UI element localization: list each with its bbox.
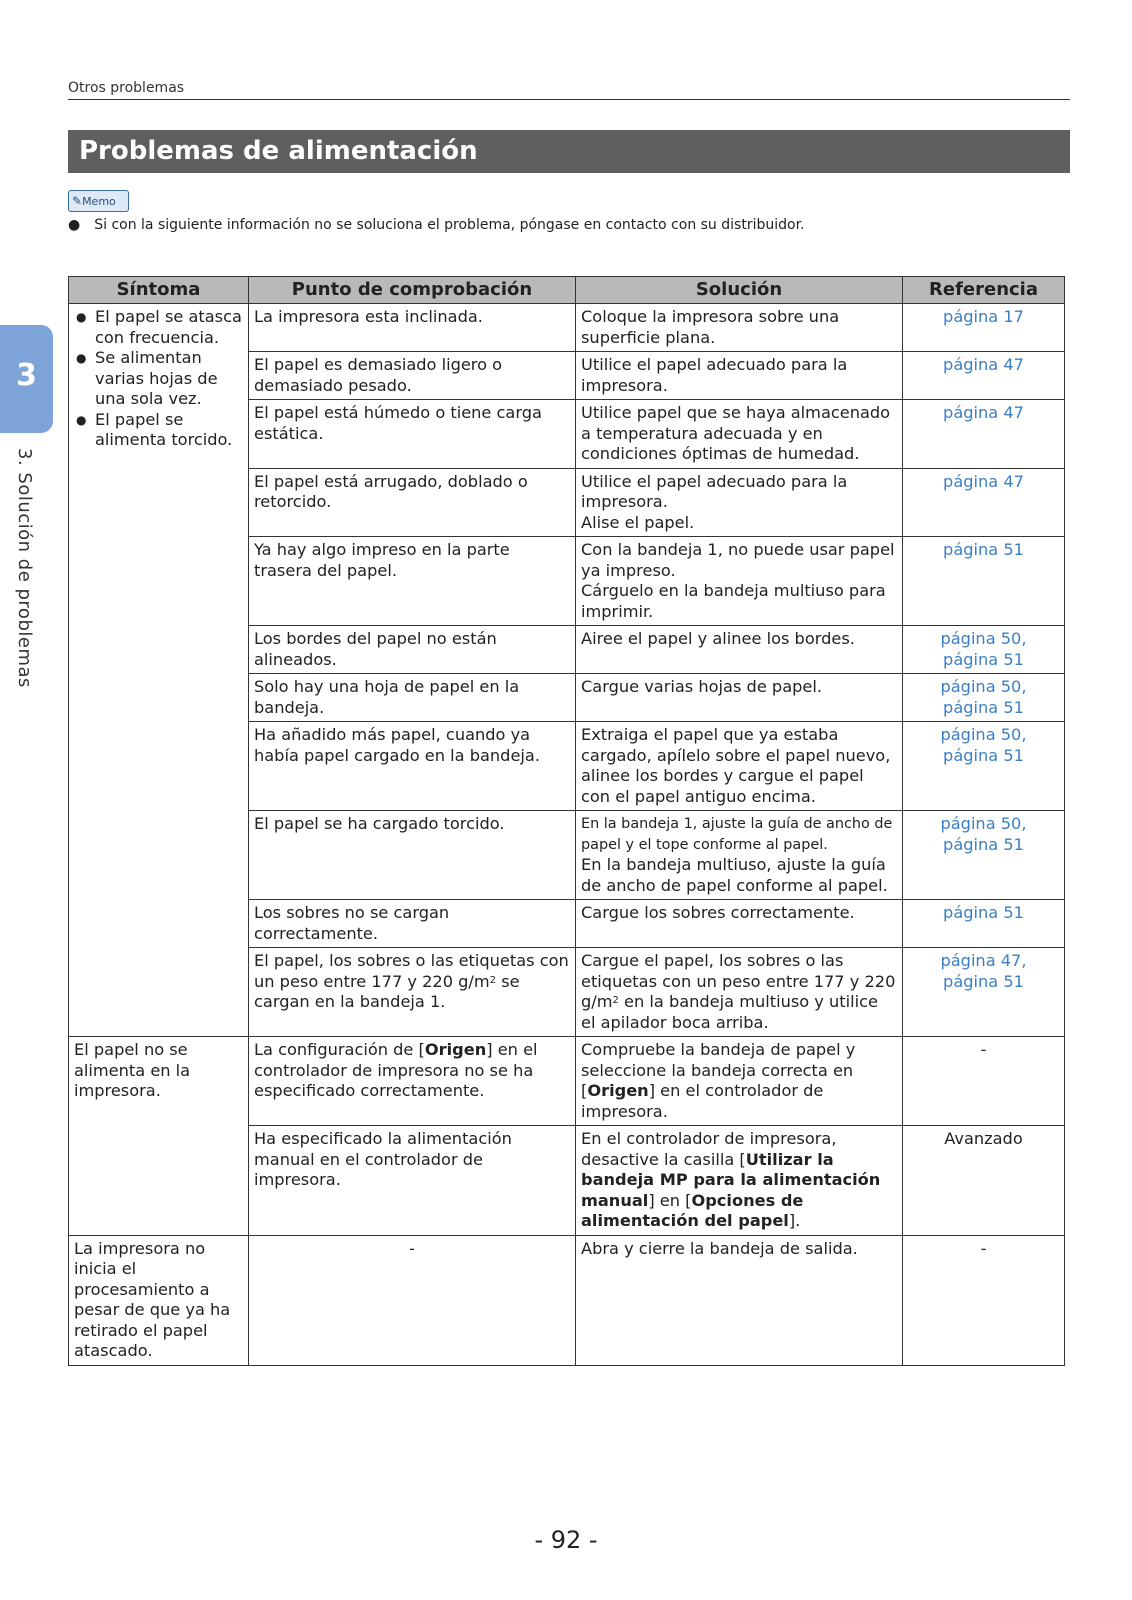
check-cell: El papel es demasiado ligero o demasiado pesado. xyxy=(249,352,576,400)
check-cell: El papel está húmedo o tiene carga estática. xyxy=(249,400,576,469)
check-cell: - xyxy=(249,1235,576,1365)
check-cell: La impresora esta inclinada. xyxy=(249,304,576,352)
reference-link[interactable]: página 51 xyxy=(943,649,1024,669)
solution-line: Con la bandeja 1, no puede usar papel ya impreso. xyxy=(581,540,895,580)
section-title-bar xyxy=(68,130,1070,173)
check-cell: El papel se ha cargado torcido. xyxy=(249,811,576,900)
reference-link[interactable]: página 50, xyxy=(940,725,1027,744)
reference-cell xyxy=(903,948,1065,1037)
check-cell: Solo hay una hoja de papel en la bandeja. xyxy=(249,674,576,722)
symptom-cell: La impresora no inicia el procesamiento a pesar de que ya ha retirado el papel atascado. xyxy=(69,1235,249,1365)
list-item: ● El papel se atasca con frecuencia. xyxy=(74,307,243,348)
solution-cell: En el controlador de impresora, desactive la casilla [Utilizar la bandeja MP para la alimentación manual] en [Opciones de alimentación del papel]. xyxy=(576,1126,903,1236)
table-row xyxy=(69,304,1065,352)
solution-line: En la bandeja 1, ajuste la guía de ancho de papel y el tope conforme al papel. xyxy=(581,816,893,853)
check-cell: El papel, los sobres o las etiquetas con un peso entre 177 y 220 $g/m^2$ se cargan en la bandeja 1. xyxy=(249,948,576,1037)
reference-link[interactable]: página 47 xyxy=(903,468,1065,537)
reference-link[interactable]: página 50, xyxy=(940,677,1027,696)
memo-badge xyxy=(68,190,129,212)
reference-cell xyxy=(903,811,1065,900)
header-reference: Referencia xyxy=(903,277,1065,304)
check-cell: La configuración de [Origen] en el controlador de impresora no se ha especificado correctamente. xyxy=(249,1037,576,1126)
chapter-tab xyxy=(0,325,53,433)
list-item: ● El papel se alimenta torcido. xyxy=(74,410,243,451)
solution-cell: Coloque la impresora sobre una superficie plana. xyxy=(576,304,903,352)
solution-line: En la bandeja multiuso, ajuste la guía de ancho de papel conforme al papel. xyxy=(581,855,888,895)
check-cell: Los bordes del papel no están alineados. xyxy=(249,626,576,674)
solution-line: Utilice el papel adecuado para la impresora. xyxy=(581,471,848,511)
reference-link[interactable]: página 50, xyxy=(940,814,1027,833)
solution-cell: Utilice papel que se haya almacenado a temperatura adecuada y en condiciones óptimas de humedad. xyxy=(576,400,903,469)
solution-cell xyxy=(576,537,903,626)
table-header-row xyxy=(69,277,1065,304)
check-cell: Los sobres no se cargan correctamente. xyxy=(249,900,576,948)
solution-cell: Airee el papel y alinee los bordes. xyxy=(576,626,903,674)
solution-cell: Cargue el papel, los sobres o las etiquetas con un peso entre 177 y 220 $g/m^2$ en la bandeja multiuso y utilice el apilador boca arriba. xyxy=(576,948,903,1037)
reference-cell xyxy=(903,722,1065,811)
reference-link[interactable]: página 51 xyxy=(943,971,1024,991)
solution-cell: Cargue los sobres correctamente. xyxy=(576,900,903,948)
list-item: ● Se alimentan varias hojas de una sola vez. xyxy=(74,348,243,410)
solution-cell: Abra y cierre la bandeja de salida. xyxy=(576,1235,903,1365)
pencil-icon: ✎ xyxy=(72,194,83,208)
reference-cell: Avanzado xyxy=(903,1126,1065,1236)
table-row xyxy=(69,1235,1065,1365)
reference-link[interactable]: página 47 xyxy=(903,400,1065,469)
header-check: Punto de comprobación xyxy=(249,277,576,304)
symptom-list xyxy=(74,307,243,451)
header-rule xyxy=(68,99,1070,100)
check-cell: Ha añadido más papel, cuando ya había papel cargado en la bandeja. xyxy=(249,722,576,811)
chapter-label: 3. Solución de problemas xyxy=(14,448,35,688)
symptom-cell: El papel no se alimenta en la impresora. xyxy=(69,1037,249,1236)
reference-cell: - xyxy=(903,1235,1065,1365)
check-cell: Ya hay algo impreso en la parte trasera del papel. xyxy=(249,537,576,626)
solution-line: Alise el papel. xyxy=(581,512,695,532)
memo-note xyxy=(68,217,805,233)
solution-line: Cárguelo en la bandeja multiuso para imprimir. xyxy=(581,581,886,621)
troubleshooting-table xyxy=(68,276,1065,1366)
table-row xyxy=(69,1037,1065,1126)
reference-link[interactable]: página 47, xyxy=(940,951,1027,970)
reference-cell: - xyxy=(903,1037,1065,1126)
section-title: Problemas de alimentación xyxy=(79,136,478,166)
reference-link[interactable]: página 47 xyxy=(903,352,1065,400)
header-symptom: Síntoma xyxy=(69,277,249,304)
reference-link[interactable]: página 51 xyxy=(943,745,1024,765)
solution-cell xyxy=(576,468,903,537)
reference-cell xyxy=(903,626,1065,674)
solution-cell: Extraiga el papel que ya estaba cargado, apílelo sobre el papel nuevo, alinee los bordes y cargue el papel con el papel antiguo encima. xyxy=(576,722,903,811)
reference-cell xyxy=(903,674,1065,722)
solution-cell: Cargue varias hojas de papel. xyxy=(576,674,903,722)
chapter-number: 3 xyxy=(16,358,37,393)
reference-link[interactable]: página 17 xyxy=(903,304,1065,352)
reference-link[interactable]: página 51 xyxy=(903,537,1065,626)
reference-link[interactable]: página 51 xyxy=(903,900,1065,948)
solution-cell: Utilice el papel adecuado para la impresora. xyxy=(576,352,903,400)
symptom-cell xyxy=(69,304,249,1037)
memo-label: Memo xyxy=(82,195,116,208)
check-cell: Ha especificado la alimentación manual en el controlador de impresora. xyxy=(249,1126,576,1236)
reference-link[interactable]: página 51 xyxy=(943,697,1024,717)
reference-link[interactable]: página 51 xyxy=(943,834,1024,854)
running-header: Otros problemas xyxy=(68,80,185,96)
page-number: - 92 - xyxy=(534,1526,598,1554)
memo-text: Si con la siguiente información no se soluciona el problema, póngase en contacto con su distribuidor. xyxy=(94,217,805,233)
memo-bullet: ● xyxy=(68,217,81,233)
solution-cell: Compruebe la bandeja de papel y seleccione la bandeja correcta en [Origen] en el controlador de impresora. xyxy=(576,1037,903,1126)
header-solution: Solución xyxy=(576,277,903,304)
solution-cell xyxy=(576,811,903,900)
check-cell: El papel está arrugado, doblado o retorcido. xyxy=(249,468,576,537)
reference-link[interactable]: página 50, xyxy=(940,629,1027,648)
